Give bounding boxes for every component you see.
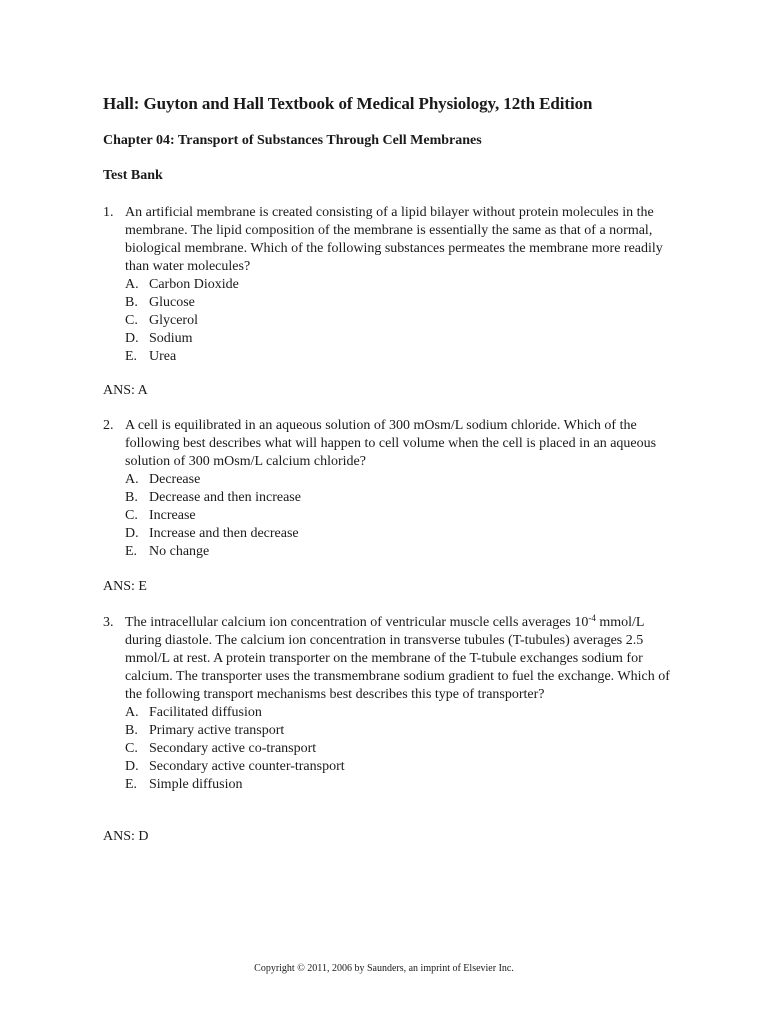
option-text: Decrease: [149, 472, 201, 487]
option-e: [125, 543, 683, 561]
option-letter: A.: [125, 277, 139, 292]
option-letter: B.: [125, 295, 138, 310]
option-text: Secondary active counter-transport: [149, 759, 345, 774]
option-letter: C.: [125, 741, 138, 756]
option-a: [125, 704, 683, 722]
option-letter: E.: [125, 777, 138, 792]
chapter-heading: Chapter 04: Transport of Substances Through Cell Membranes: [103, 133, 482, 148]
option-c: [125, 740, 683, 758]
question-number: 3.: [103, 615, 114, 630]
option-d: [125, 525, 683, 543]
option-letter: A.: [125, 705, 139, 720]
option-d: [125, 330, 683, 348]
question-3: [103, 614, 683, 794]
option-letter: C.: [125, 508, 138, 523]
option-b: [125, 489, 683, 507]
option-letter: B.: [125, 723, 138, 738]
option-text: Increase: [149, 508, 196, 523]
option-text: Sodium: [149, 331, 193, 346]
option-b: [125, 722, 683, 740]
option-text: Increase and then decrease: [149, 526, 299, 541]
section-heading: Test Bank: [103, 168, 163, 183]
answer-1: ANS: A: [103, 383, 148, 398]
option-a: [125, 471, 683, 489]
question-2: [103, 417, 683, 561]
option-letter: D.: [125, 526, 139, 541]
option-list: [125, 471, 683, 561]
question-number: 1.: [103, 205, 114, 220]
question-stem: A cell is equilibrated in an aqueous solution of 300 mOsm/L sodium chloride. Which of the following best describes what will happen to cell volume when the cell is placed in an aqueous solution of 300 mOsm/L calcium chloride?: [125, 418, 657, 469]
option-text: Glycerol: [149, 313, 198, 328]
option-e: [125, 776, 683, 794]
option-text: Primary active transport: [149, 723, 285, 738]
option-a: [125, 276, 683, 294]
exponent: -4: [588, 613, 596, 623]
option-letter: D.: [125, 331, 139, 346]
document-title: Hall: Guyton and Hall Textbook of Medical Physiology, 12th Edition: [103, 94, 593, 113]
option-d: [125, 758, 683, 776]
question-1: [103, 204, 683, 366]
option-c: [125, 507, 683, 525]
option-text: Carbon Dioxide: [149, 277, 239, 292]
question-stem-text: The intracellular calcium ion concentration of ventricular muscle cells averages 10: [125, 615, 589, 630]
option-text: Secondary active co-transport: [149, 741, 317, 756]
option-letter: C.: [125, 313, 138, 328]
option-letter: E.: [125, 349, 138, 364]
option-text: Glucose: [149, 295, 195, 310]
option-text: Decrease and then increase: [149, 490, 301, 505]
option-letter: A.: [125, 472, 139, 487]
option-b: [125, 294, 683, 312]
option-letter: B.: [125, 490, 138, 505]
option-list: [125, 276, 683, 366]
option-text: Facilitated diffusion: [149, 705, 262, 720]
question-stem: [125, 614, 683, 704]
option-text: No change: [149, 544, 210, 559]
option-text: Simple diffusion: [149, 777, 243, 792]
option-list: [125, 704, 683, 794]
option-text: Urea: [149, 349, 177, 364]
option-letter: D.: [125, 759, 139, 774]
option-letter: E.: [125, 544, 138, 559]
copyright-footer: Copyright © 2011, 2006 by Saunders, an imprint of Elsevier Inc.: [254, 963, 514, 974]
question-stem-text: mmol/L during diastole. The calcium ion concentration in transverse tubules (T-tubules) averages 2.5 mmol/L at rest. A protein transporter on the membrane of the T-tubule exchanges sodium for calcium. The transporter uses the transmembrane sodium gradient to fuel the exchange. Which of the following transport mechanisms best describes this type of transporter?: [125, 615, 670, 702]
answer-2: ANS: E: [103, 579, 147, 594]
question-stem: An artificial membrane is created consisting of a lipid bilayer without protein molecules in the membrane. The lipid composition of the membrane is essentially the same as that of a normal, biological membrane. Which of the following substances permeates the membrane more readily than water molecules?: [125, 205, 663, 274]
option-c: [125, 312, 683, 330]
answer-3: ANS: D: [103, 829, 149, 844]
question-number: 2.: [103, 418, 114, 433]
option-e: [125, 348, 683, 366]
